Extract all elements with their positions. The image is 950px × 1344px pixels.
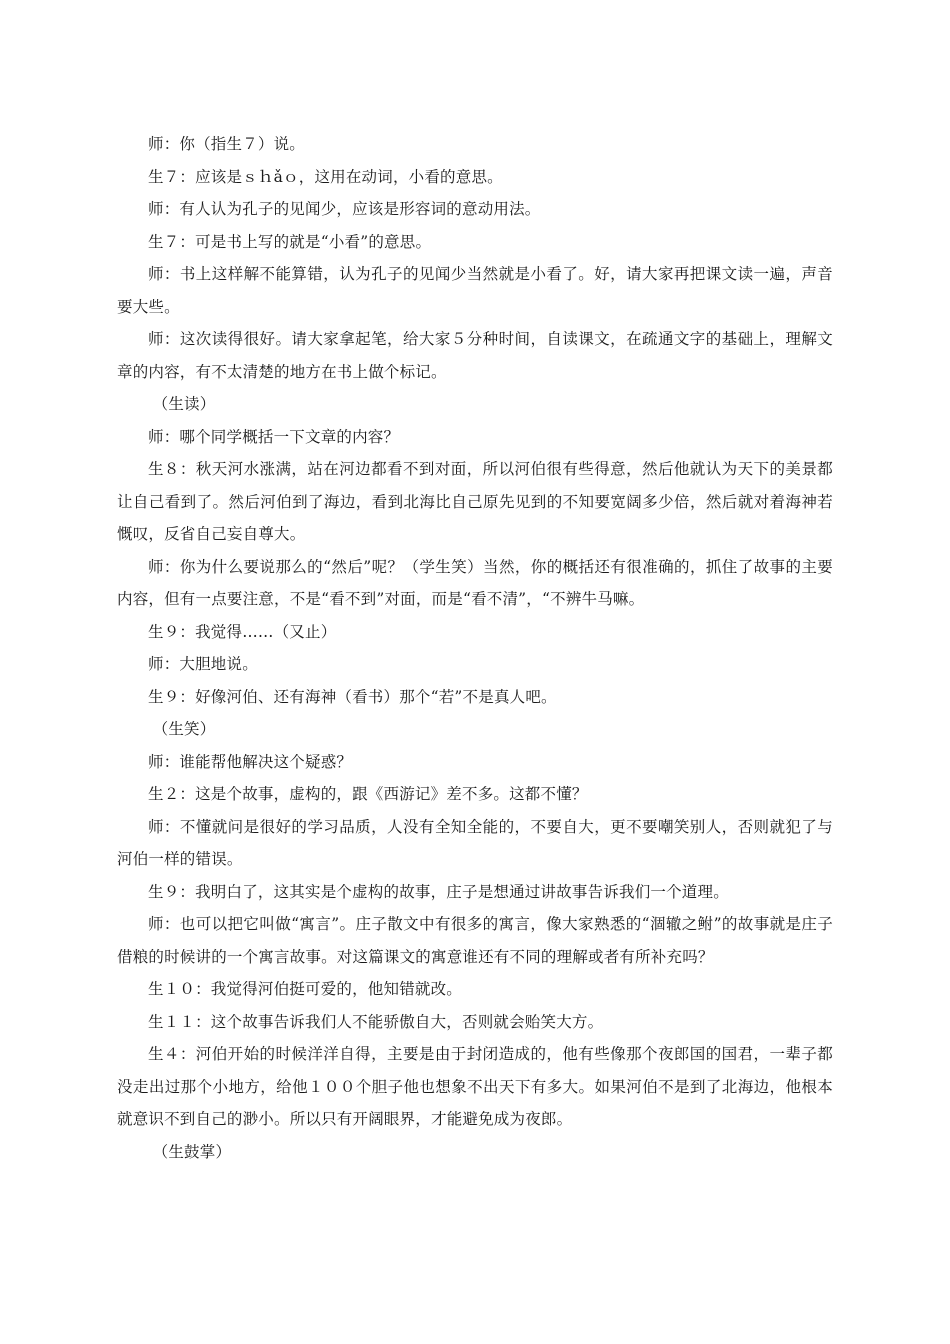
lesson-transcript <box>117 128 833 1168</box>
paragraph: 生４：河伯开始的时候洋洋自得，主要是由于封闭造成的，他有些像那个夜郎国的国君，一辈子都没走出过那个小地方，给他１００个胆子他也想象不出天下有多大。如果河伯不是到了北海边，他根本就意识不到自己的渺小。所以只有开阔眼界，才能避免成为夜郎。 <box>117 1045 833 1128</box>
paragraph: 师：你为什么要说那么的“然后”呢？（学生笑）当然，你的概括还有很准确的，抓住了故事的主要内容，但有一点要注意，不是“看不到”对面，而是“看不清”，“不辨牛马嘛。 <box>117 557 833 608</box>
paragraph: 师：有人认为孔子的见闻少，应该是形容词的意动用法。 <box>148 200 541 218</box>
paragraph: 师：大胆地说。 <box>148 655 258 673</box>
stage-direction: （生鼓掌） <box>152 1142 232 1161</box>
stage-direction: （生笑） <box>152 720 216 738</box>
paragraph: 生２：这是个故事，虚构的，跟《西游记》差不多。这都不懂？ <box>148 785 588 803</box>
paragraph: 生１０：我觉得河伯挺可爱的，他知错就改。 <box>148 980 463 998</box>
paragraph: 生９：我明白了，这其实是个虚构的故事，庄子是想通过讲故事告诉我们一个道理。 <box>148 882 729 901</box>
paragraph: 师：书上这样解不能算错，认为孔子的见闻少当然就是小看了。好，请大家再把课文读一遍，声音要大些。 <box>117 265 833 316</box>
paragraph: 生７：应该是ｓｈǎｏ，这用在动词，小看的意思。 <box>148 167 503 186</box>
paragraph: 师：这次读得很好。请大家拿起笔，给大家５分种时间，自读课文，在疏通文字的基础上，理解文章的内容，有不太清楚的地方在书上做个标记。 <box>117 330 833 381</box>
paragraph: 师：哪个同学概括一下文章的内容？ <box>148 427 400 446</box>
paragraph: 生９：好像河伯、还有海神（看书）那个“若”不是真人吧。 <box>148 687 557 706</box>
paragraph: 师：你（指生７）说。 <box>148 135 306 153</box>
paragraph: 师：不懂就问是很好的学习品质，人没有全知全能的，不要自大，更不要嘲笑别人，否则就犯了与河伯一样的错误。 <box>117 817 833 868</box>
paragraph: 师：也可以把它叫做“寓言”。庄子散文中有很多的寓言，像大家熟悉的“涸辙之鲋”的故事就是庄子借粮的时候讲的一个寓言故事。对这篇课文的寓意谁还有不同的理解或者有所补充吗？ <box>117 915 833 966</box>
paragraph: 生８：秋天河水涨满，站在河边都看不到对面，所以河伯很有些得意，然后他就认为天下的美景都让自己看到了。然后河伯到了海边，看到北海比自己原先见到的不知要宽阔多少倍，然后就对着海神若慨叹，反省自己妄自尊大。 <box>117 460 833 543</box>
paragraph: 师：谁能帮他解决这个疑惑？ <box>148 752 353 771</box>
paragraph: 生７：可是书上写的就是“小看”的意思。 <box>148 232 432 251</box>
paragraph: 生９：我觉得……（又止） <box>148 622 337 641</box>
stage-direction: （生读） <box>152 395 216 413</box>
paragraph: 生１１：这个故事告诉我们人不能骄傲自大，否则就会贻笑大方。 <box>148 1012 604 1031</box>
